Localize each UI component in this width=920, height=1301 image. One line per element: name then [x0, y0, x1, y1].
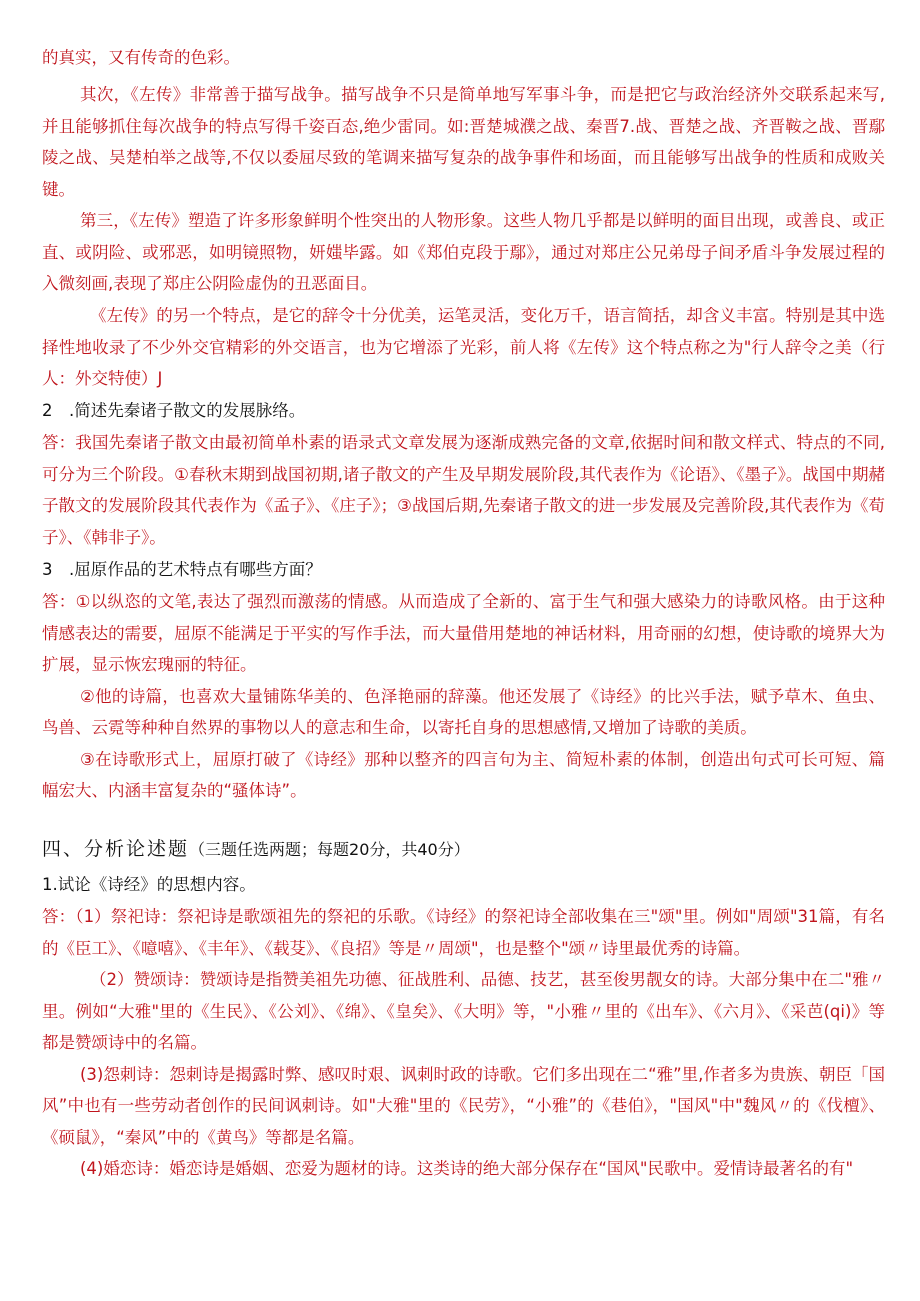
paragraph-characters: 第三，《左传》塑造了许多形象鲜明个性突出的人物形象。这些人物几乎都是以鲜明的面目出现，或善良、或正直、或阴险、或邪恶，如明镜照物，妍媸毕露。如《郑伯克段于鄢》，通过对郑庄公兄弟母子间矛盾斗争发展过程的入微刻画,表现了郑庄公阴险虚伪的丑恶面目。	[42, 211, 885, 293]
question-3: 3 .屈原作品的艺术特点有哪些方面？	[42, 560, 322, 579]
section-4-heading	[42, 834, 885, 866]
answer-4-1-point-2: （2）赞颂诗：赞颂诗是指赞美祖先功德、征战胜利、品德、技艺，甚至俊男靓女的诗。大部分集中在二"雅〃里。例如“大雅"里的《生民》、《公刘》、《绵》、《皇矣》、《大明》等，"小雅〃里的《出车》、《六月》、《采芭(qi)》等都是赞颂诗中的名篇。	[42, 970, 885, 1052]
section-4-title: 四、分析论述题	[42, 838, 190, 860]
answer-3-point-2: ②他的诗篇，也喜欢大量铺陈华美的、色泽艳丽的辞藻。他还发展了《诗经》的比兴手法，赋予草木、鱼虫、鸟兽、云霓等种种自然界的事物以人的意志和生命，以寄托自身的思想感情,又增加了诗歌的美质。	[42, 686, 885, 737]
answer-2: 答：我国先秦诸子散文由最初简单朴素的语录式文章发展为逐渐成熟完备的文章,依据时间和散文样式、特点的不同,可分为三个阶段。①春秋末期到战国初期,诸子散文的产生及早期发展阶段,其代表作为《论语》、《墨子》。战国中期赭子散文的发展阶段其代表作为《孟子》、《庄子》；③战国后期,先秦诸子散文的进一步发展及完善阶段,其代表作为《荀子》、《韩非子》。	[42, 433, 885, 547]
answer-3-point-1: 答：①以纵恣的文笔,表达了强烈而激荡的情感。从而造成了全新的、富于生气和强大感染力的诗歌风格。由于这种情感表达的需要，屈原不能满足于平实的写作手法，而大量借用楚地的神话材料，用奇丽的幻想，使诗歌的境界大为扩展，显示恢宏瑰丽的特征。	[42, 592, 885, 674]
answer-4-1-point-4: (4)婚恋诗：婚恋诗是婚姻、恋爱为题材的诗。这类诗的绝大部分保存在“国风"民歌中。爱情诗最著名的有"	[80, 1159, 854, 1178]
paragraph-intro-end: 的真实，又有传奇的色彩。	[42, 48, 240, 67]
answer-4-1-point-1: 答：（1）祭祀诗：祭祀诗是歌颂祖先的祭祀的乐歌。《诗经》的祭祀诗全部收集在三"颂"里。例如"周颂"31篇，有名的《臣工》、《噫嘻》、《丰年》、《载芟》、《良招》等是〃周颂"，也是整个"颂〃诗里最优秀的诗篇。	[42, 907, 885, 958]
answer-4-1-point-3: (3)怨刺诗：怨刺诗是揭露时弊、感叹时艰、讽刺时政的诗歌。它们多出现在二“雅”里,作者多为贵族、朝臣「国风”中也有一些劳动者创作的民间讽刺诗。如"大雅"里的《民劳》，“小雅”的《巷伯》，"国风"中"魏风〃的《伐檀》、《硕鼠》，“秦风”中的《黄鸟》等都是名篇。	[42, 1064, 885, 1147]
answer-3-point-3: ③在诗歌形式上，屈原打破了《诗经》那种以整齐的四言句为主、简短朴素的体制，创造出句式可长可短、篇幅宏大、内涵丰富复杂的“骚体诗”。	[42, 749, 885, 800]
answer-4-1	[42, 901, 885, 1185]
paragraph-rhetoric: 《左传》的另一个特点，是它的辞令十分优美，运笔灵活，变化万千，语言简括，却含义丰富。特别是其中选择性地收录了不少外交官精彩的外交语言，也为它增添了光彩，前人将《左传》这个特点称之为"行人辞令之美（行人：外交特使）J	[42, 306, 885, 388]
question-2: 2 .简述先秦诸子散文的发展脉络。	[42, 401, 306, 420]
question-4-1: 1.试论《诗经》的思想内容。	[42, 875, 256, 894]
paragraph-war-description: 其次，《左传》非常善于描写战争。描写战争不只是简单地写军事斗争，而是把它与政治经济外交联系起来写,并且能够抓住每次战争的特点写得千姿百态,绝少雷同。如:晋楚城濮之战、秦晋7.战、晋楚之战、齐晋鞍之战、晋鄢陵之战、吴楚柏举之战等,不仅以委屈尽致的笔调来描写复杂的战争事件和场面，而且能够写出战争的性质和成败关键。	[42, 85, 885, 199]
answer-3	[42, 586, 885, 807]
section-4-note: （三题任选两题；每题20分，共40分）	[189, 840, 470, 859]
